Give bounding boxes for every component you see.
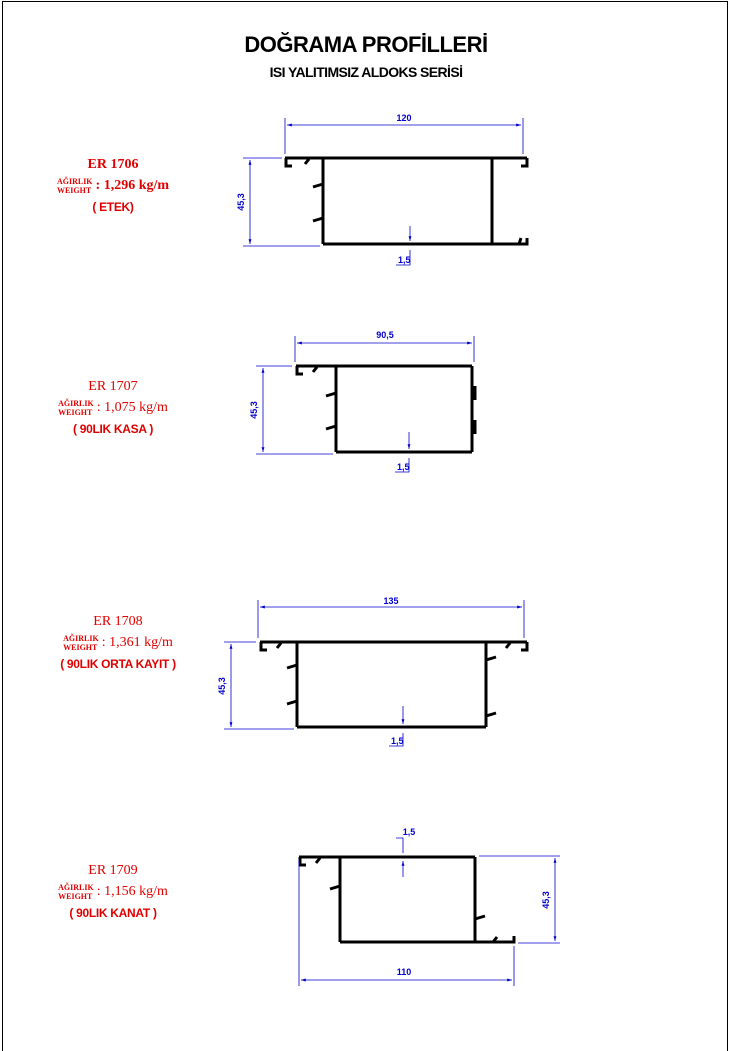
- profile-code: ER 1709: [88, 863, 138, 878]
- weight-label-tr: AĞIRLIK: [58, 399, 94, 408]
- profile-note: ( 90LIK ORTA KAYIT ): [60, 657, 176, 671]
- dim-height-label: 45,3: [249, 401, 259, 419]
- profile-code: ER 1708: [93, 614, 143, 629]
- dim-wall-label: 1,5: [402, 827, 416, 837]
- profile-outline: [260, 642, 527, 727]
- weight-label-tr: AĞIRLIK: [63, 634, 99, 643]
- weight-label-tr: AĞIRLIK: [56, 177, 93, 186]
- profile-drawing-er1709: [299, 827, 560, 986]
- dim-width-label: 90,5: [376, 330, 394, 340]
- weight-value: : 1,156 kg/m: [96, 884, 168, 899]
- profile-outline: [285, 158, 527, 244]
- dim-wall-label: 1,5: [398, 255, 411, 265]
- profile-code: ER 1707: [88, 379, 138, 394]
- weight-value: : 1,075 kg/m: [96, 400, 168, 415]
- weight-value: : 1,296 kg/m: [95, 178, 170, 193]
- dim-wall-label: 1,5: [397, 462, 410, 472]
- dim-height-label: 45,3: [236, 193, 246, 211]
- profile-code: ER 1706: [87, 157, 139, 172]
- profile-outline: [296, 366, 475, 452]
- dim-wall-label: 1,5: [391, 736, 404, 746]
- dim-width-label: 135: [383, 596, 399, 606]
- page-title: DOĞRAMA PROFİLLERİ: [244, 32, 488, 57]
- weight-label-en: WEIGHT: [58, 408, 93, 417]
- dim-width-label: 110: [396, 967, 412, 977]
- profile-note: ( ETEK): [92, 200, 134, 214]
- profile-drawing-er1707: [249, 330, 475, 472]
- weight-value: : 1,361 kg/m: [101, 635, 173, 650]
- dim-width-label: 120: [396, 113, 412, 123]
- profile-drawing-er1708: [217, 596, 527, 746]
- profile-note: ( 90LIK KASA ): [72, 422, 154, 436]
- weight-label-tr: AĞIRLIK: [58, 883, 94, 892]
- profile-drawing-er1706: [236, 113, 527, 265]
- dimension-lines: [224, 600, 524, 746]
- dim-height-label: 45,3: [541, 891, 551, 909]
- weight-label-en: WEIGHT: [58, 892, 93, 901]
- dimension-lines: [299, 838, 560, 986]
- profile-note: ( 90LIK KANAT ): [69, 906, 157, 920]
- page-subtitle: ISI YALITIMSIZ ALDOKS SERİSİ: [269, 64, 463, 80]
- weight-label-en: WEIGHT: [56, 186, 92, 195]
- dim-height-label: 45,3: [217, 677, 227, 695]
- weight-label-en: WEIGHT: [63, 643, 98, 652]
- profile-outline: [299, 857, 514, 942]
